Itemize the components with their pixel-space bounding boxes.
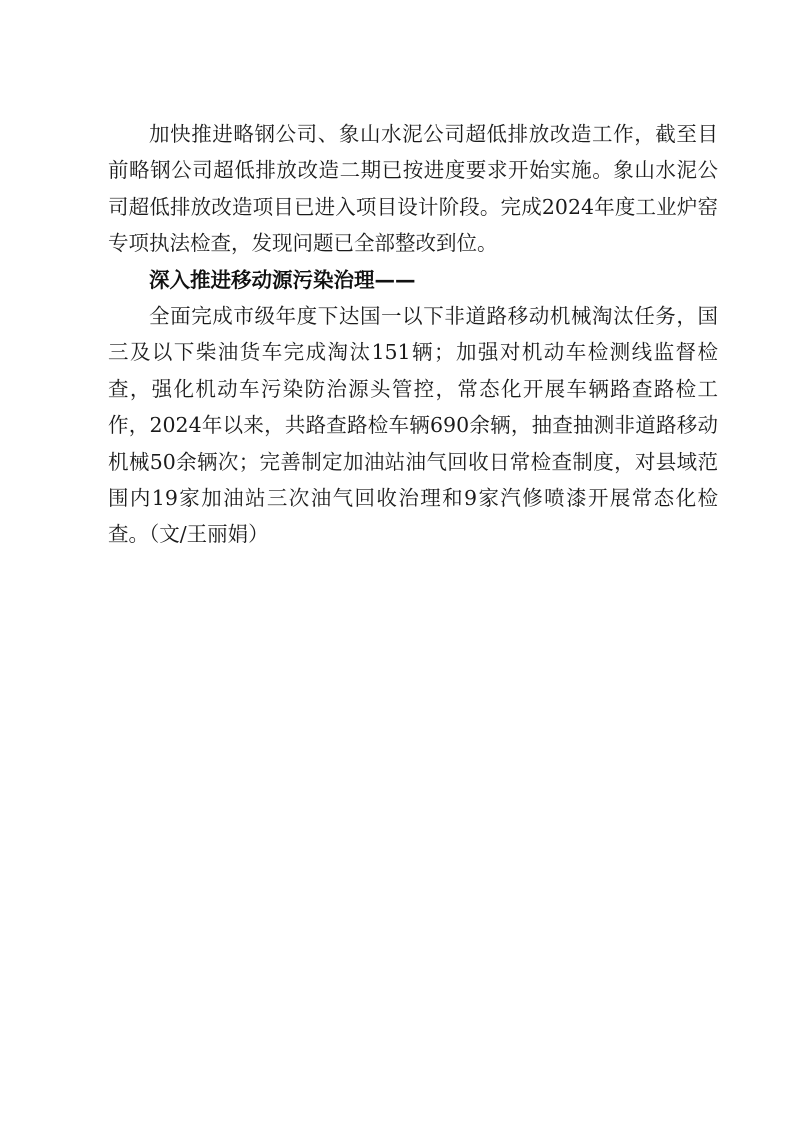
section-heading-mobile-source: 深入推进移动源污染治理—— xyxy=(149,267,416,292)
document-body xyxy=(108,116,718,553)
paragraph-industrial-emissions: 加快推进略钢公司、象山水泥公司超低排放改造工作，截至目前略钢公司超低排放改造二期已按进度要求开始实施。象山水泥公司超低排放改造项目已进入项目设计阶段。完成2024年度工业炉窑专项执法检查，发现问题已全部整改到位。 xyxy=(108,122,718,256)
paragraph-mobile-source: 全面完成市级年度下达国一以下非道路移动机械淘汰任务，国三及以下柴油货车完成淘汰151辆；加强对机动车检测线监督检查，强化机动车污染防治源头管控，常态化开展车辆路查路检工作，2024年以来，共路查路检车辆690余辆，抽查抽测非道路移动机械50余辆次；完善制定加油站油气回收日常检查制度，对县域范围内19家加油站三次油气回收治理和9家汽修喷漆开展常态化检查。（文/王丽娟） xyxy=(108,304,718,547)
